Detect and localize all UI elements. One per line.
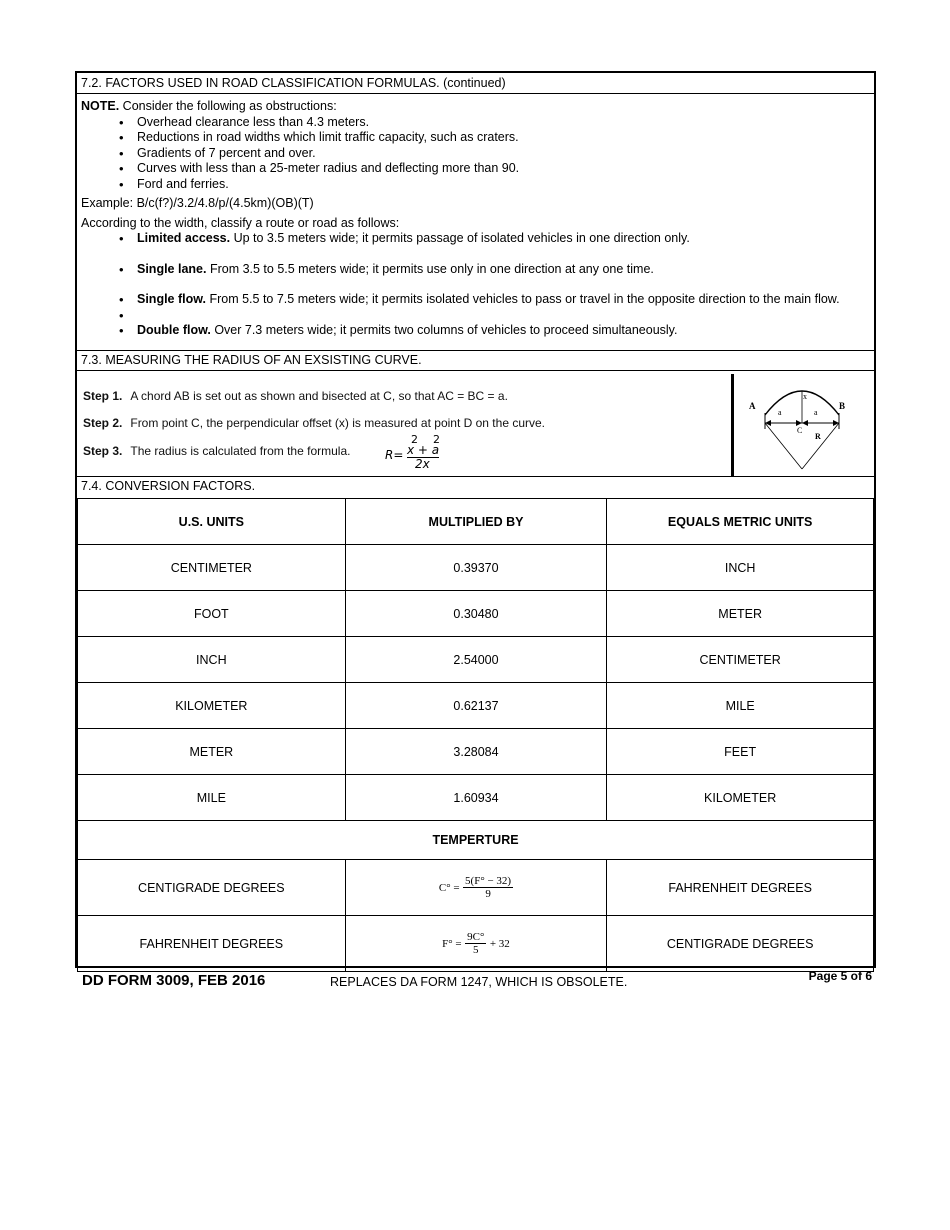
curve-diagram xyxy=(745,377,845,473)
fahrenheit-formula: F° = $\frac{9C^\circ}{5}$ + 32 xyxy=(345,916,607,972)
section-73-title: 7.3. MEASURING THE RADIUS OF AN EXSISTING CURVE. xyxy=(81,353,422,367)
table-header-row xyxy=(78,499,874,545)
table-row: FOOT 0.30480 METER xyxy=(78,591,874,637)
divider xyxy=(77,370,874,371)
width-list xyxy=(81,231,870,339)
form-page: 7.2. FACTORS USED IN ROAD CLASSIFICATION FORMULAS. (continued) NOTE. Consider the following as obstructions: • Overhead clearance less than 4.3 meters. • Reductions in road widths which limit traffic capacity, such as craters. • Gradients of 7 percent and over. • Curves with less than a 25-meter radius and deflecting more than 90. • Ford and ferries. Example: B/c(f?)/3.2/4.8/p/(4.5km)(OB)(T) According to the width, classify a route or road as follows: • Limited access. Up to 3.5 meters wide; it permits passage of isolated vehicles in one direction only. • Single lane. From 3.5 to 5.5 meters wide; it permits use only in one direction at any one time. • Single flow. From 5.5 to 7.5 meters wide; it permits isolated vehicles to pass or travel in the opposite direction to the main flow. • • Double flow. Over 7.3 meters wide; it permits two columns of vehicles to proceed simultaneously. 7.3. MEASURING THE RADIUS OF AN EXSISTING CURVE. Step 1. A chord AB is set out as shown and bisected at C, so that AC = BC = a. Step 2. From point C, the perpendicular offset (x) is measured at point D on the curve. Step 3. The radius is calculated from the formula. R= 2 2 x + a 2x A B C a a x R 7.4. CONVERSION FACTORS. U.S. UNITS MULTIPLIED BY EQUALS METRIC UNITS CENTIMETER 0.39370 INCH FOOT 0.30480 METER INCH 2.54000 CENTIMETER KILOMETER 0.62137 MILE METER 3.28084 FEET MILE 1.60934 KILOMETER TEMPERTURE CENTIGRADE DEGREES C° = $\frac{5(F^\circ - 32)}{9}$ FAHRENHEIT DEGREES FAHRENHEIT DEGREES F° = $\frac{9C^\circ}{5}$ + 32 CENTIGRADE DEGREES xyxy=(75,71,876,968)
replaces-notice: REPLACES DA FORM 1247, WHICH IS OBSOLETE. xyxy=(330,975,628,989)
column-header: U.S. UNITS xyxy=(78,499,346,545)
note-block xyxy=(81,99,870,339)
section-72-title: 7.2. FACTORS USED IN ROAD CLASSIFICATION FORMULAS. (continued) xyxy=(81,76,506,90)
temperature-heading: TEMPERTURE xyxy=(78,821,874,860)
list-item: • Ford and ferries. xyxy=(119,176,229,192)
list-item: • Overhead clearance less than 4.3 meters. xyxy=(119,114,370,130)
temperature-heading-row xyxy=(78,821,874,860)
label-x: x xyxy=(803,392,807,401)
conversion-table xyxy=(77,498,874,972)
table-row: FAHRENHEIT DEGREES F° = $\frac{9C^\circ}{5}$ + 32 CENTIGRADE DEGREES xyxy=(78,916,874,972)
note-label: NOTE. xyxy=(81,99,120,113)
obstruction-list xyxy=(81,115,870,193)
label-a-left: a xyxy=(778,408,782,417)
table-row: CENTIMETER 0.39370 INCH xyxy=(78,545,874,591)
step-2: Step 2. From point C, the perpendicular offset (x) is measured at point D on the curve. xyxy=(83,416,546,430)
table-row: MILE 1.60934 KILOMETER xyxy=(78,775,874,821)
note-text: Consider the following as obstructions: xyxy=(119,99,337,113)
list-item: • Limited access. Up to 3.5 meters wide; it permits passage of isolated vehicles in one direction only. xyxy=(119,231,690,246)
form-id: DD FORM 3009, FEB 2016 xyxy=(82,972,266,989)
label-b-point: B xyxy=(839,401,845,411)
label-r: R xyxy=(815,432,821,441)
list-item: • Gradients of 7 percent and over. xyxy=(119,145,316,161)
section-74-title: 7.4. CONVERSION FACTORS. xyxy=(81,479,256,493)
list-item-empty: • xyxy=(119,307,124,323)
diagram-separator xyxy=(731,374,734,476)
width-intro: According to the width, classify a route or road as follows: xyxy=(81,215,400,230)
celsius-formula: C° = $\frac{5(F^\circ - 32)}{9}$ xyxy=(345,860,607,916)
list-item: • Reductions in road widths which limit traffic capacity, such as craters. xyxy=(119,130,519,145)
label-c-point: C xyxy=(797,426,803,435)
table-row: METER 3.28084 FEET xyxy=(78,729,874,775)
table-row: KILOMETER 0.62137 MILE xyxy=(78,683,874,729)
label-a-point: A xyxy=(749,401,756,411)
page-number: Page 5 of 6 xyxy=(808,969,872,983)
divider xyxy=(77,93,874,94)
column-header: EQUALS METRIC UNITS xyxy=(607,499,874,545)
list-item: • Curves with less than a 25-meter radius and deflecting more than 90. xyxy=(119,161,520,176)
step-1: Step 1. A chord AB is set out as shown and bisected at C, so that AC = BC = a. xyxy=(83,389,508,403)
list-item: • Single lane. From 3.5 to 5.5 meters wide; it permits use only in one direction at any one time. xyxy=(119,261,654,277)
list-item: • Single flow. From 5.5 to 7.5 meters wide; it permits isolated vehicles to pass or travel in the opposite direction to the main flow. xyxy=(119,292,840,307)
table-row: CENTIGRADE DEGREES C° = $\frac{5(F^\circ - 32)}{9}$ FAHRENHEIT DEGREES xyxy=(78,860,874,916)
example-text: Example: B/c(f?)/3.2/4.8/p/(4.5km)(OB)(T) xyxy=(81,196,314,210)
step-3: Step 3. The radius is calculated from the formula. xyxy=(83,444,351,458)
table-row: INCH 2.54000 CENTIMETER xyxy=(78,637,874,683)
list-item: • Double flow. Over 7.3 meters wide; it permits two columns of vehicles to proceed simultaneously. xyxy=(119,323,678,338)
label-a-right: a xyxy=(814,408,818,417)
column-header: MULTIPLIED BY xyxy=(345,499,607,545)
